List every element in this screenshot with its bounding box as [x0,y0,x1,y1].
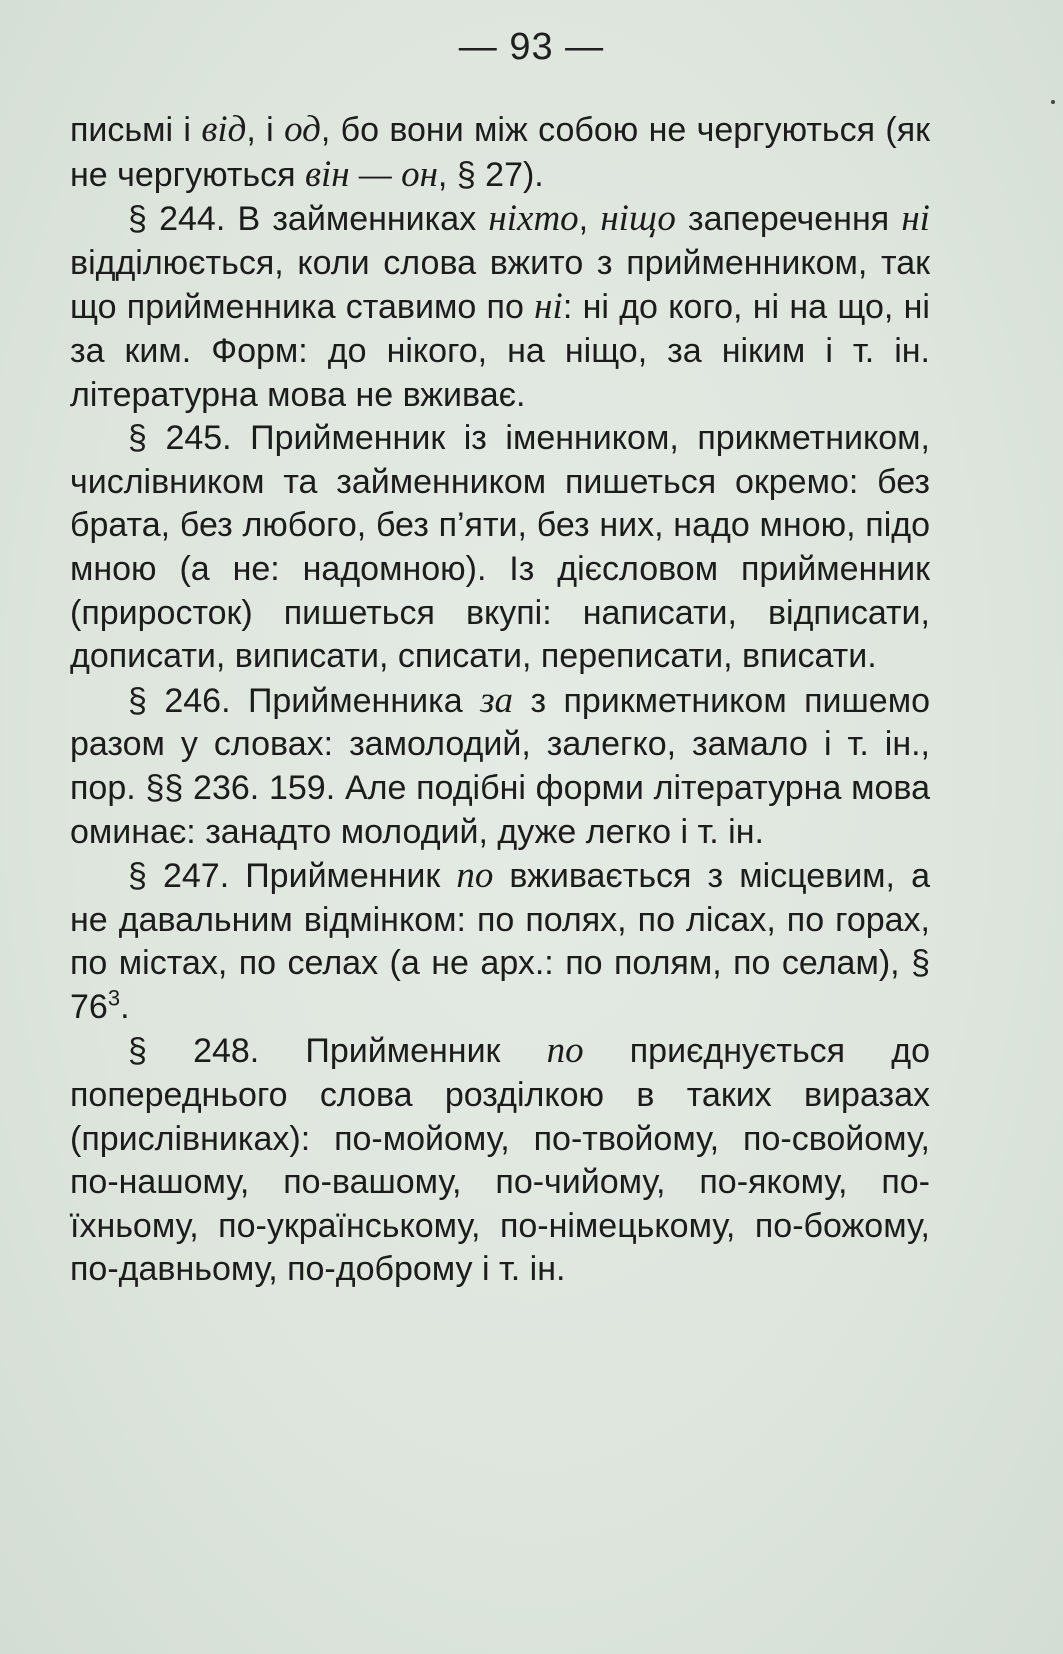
text-run: відділюється, коли слова вжито з прийменником, так що прийменника ставимо по [70,243,930,327]
italic-term: він — он [304,153,438,195]
paragraph-247 [70,854,930,1029]
text-run: § 247. Прийменник [128,857,457,896]
text-run: § 245. Прийменник із іменником, прикметником, числівником та займенником пишеться окремо: без брата, без любого, без п’яти, без них, надо мною, підо мною (а не: надомною). Із дієсловом прийменник (приросток) пишеться вкупі: написати, відписати, дописати, виписати, списати, переписати, вписати. [70,419,930,676]
paragraph-246 [70,679,930,854]
text-run: з прикметником пишемо разом у словах: замолодий, залегко, замало і т. ін., пор. §§ 236. 159. Але подібні форми літературна мова оминає: занадто молодий, дуже легко і т. ін. [70,681,930,851]
italic-term: за [480,679,514,721]
text-run: , § 27). [437,155,544,194]
paragraph-248 [70,1029,930,1292]
text-run: вживається з місцевим, а не давальним відмінком: по полях, по лісах, по горах, по містах, по селах (а не арх.: по полям, по селам), § 76 [70,857,930,1026]
italic-term: ніщо [600,198,676,240]
text-run: : ні до кого, ні на що, ні за ким. Форм: до нікого, на ніщо, за ніким і т. ін. літературна мова не вживає. [70,288,930,414]
italic-term: ні [534,286,563,328]
italic-term: од [284,109,321,150]
paragraph-245 [70,417,930,679]
italic-term: ніхто [488,198,579,240]
paragraph-244 [70,197,930,417]
italic-term: по [546,1030,584,1072]
italic-term: ні [901,198,930,240]
paragraph-continuation [70,108,930,197]
italic-term: від [201,109,247,150]
text-run: § 244. В займенниках [128,200,489,239]
superscript: 3 [107,985,121,1011]
text-run: , [578,200,601,239]
text-run: приєднується до попереднього слова розділкою в таких виразах (прислівниках): по-мойому, по-твойому, по-свойому, по-нашому, по-вашому, по-чийому, по-якому, по-їхньому, по-українському, по-німецькому, по-божому, по-давньому, по-доброму і т. ін. [70,1032,930,1289]
text-run: , бо вони між собою не чергуються (як не чергуються [70,111,930,194]
italic-term: по [456,855,494,897]
text-run: § 246. Прийменника [128,681,481,720]
text-run: письмі і [70,111,202,149]
text-run: § 248. Прийменник [128,1032,547,1071]
text-run: . [120,987,130,1026]
text-run: заперечення [675,200,902,239]
page-number: — 93 — [458,26,605,68]
text-run: , і [246,111,285,149]
page-text [70,108,930,1292]
paper-speck [1051,100,1055,104]
